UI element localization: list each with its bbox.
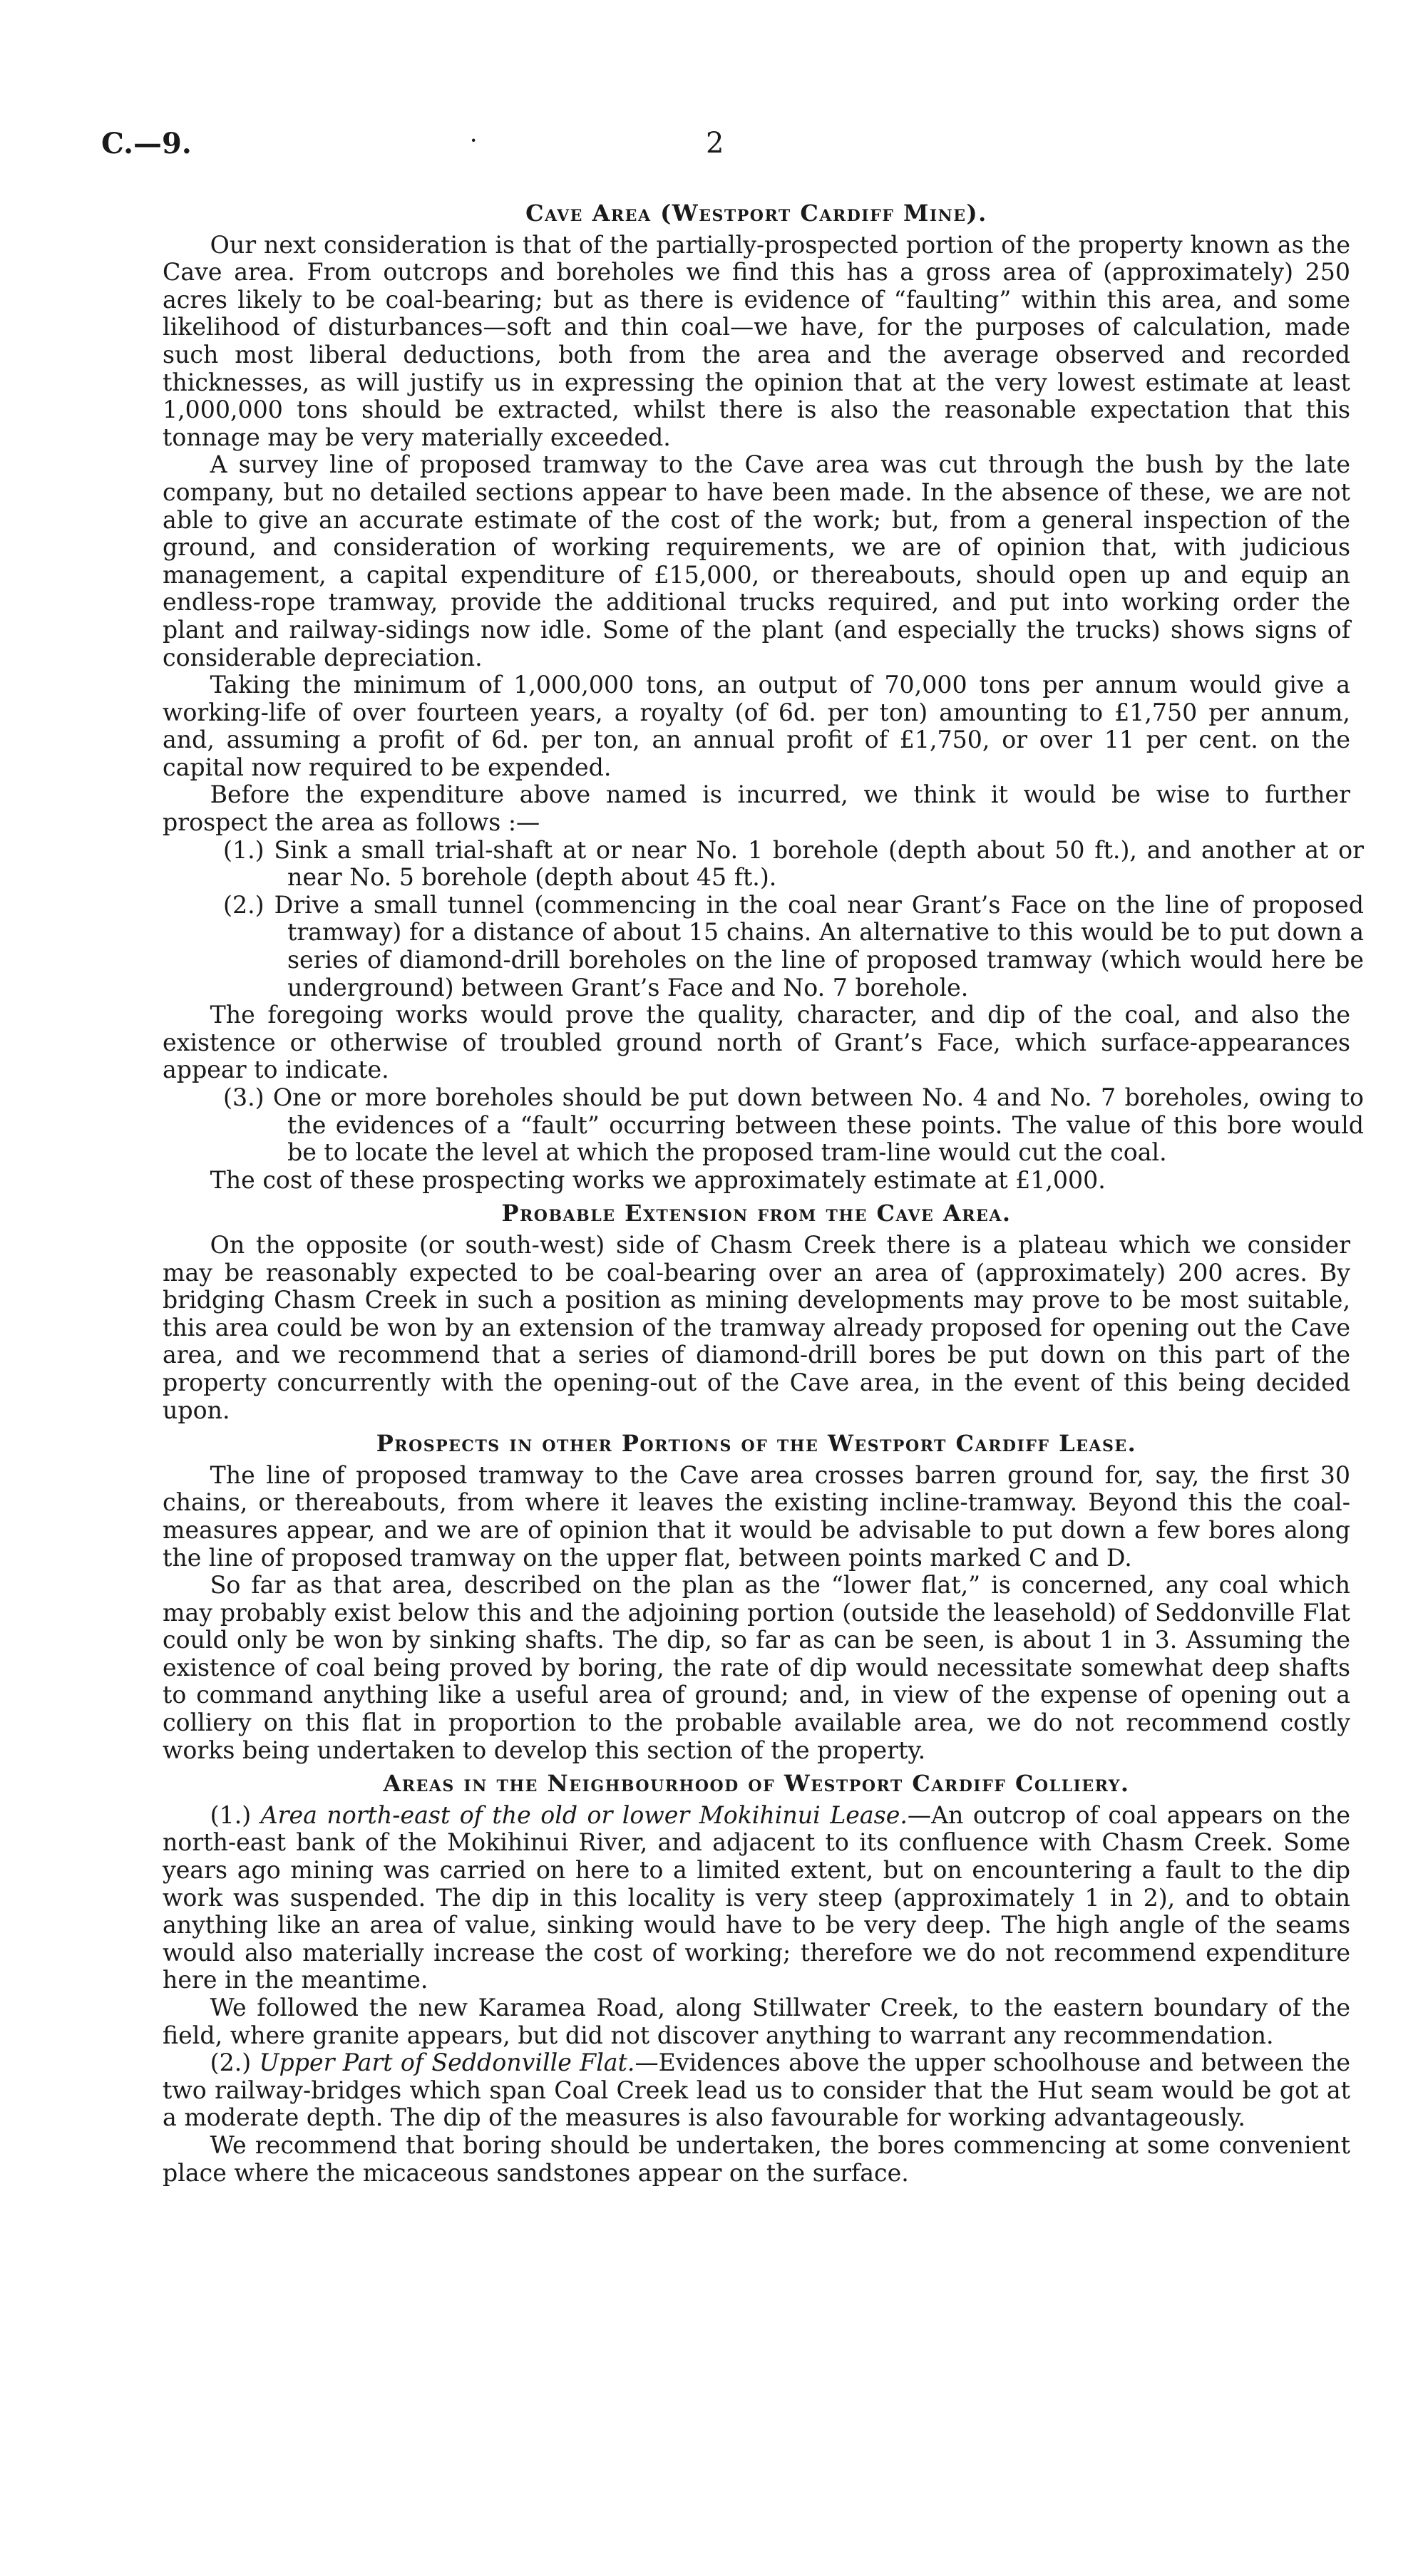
paragraph [163,2049,1350,2132]
item-body: —An outcrop of coal appears on the north-east bank of the Mokihinui River, and adjacent to its confluence with Chasm Creek. Some years ago mining was carried on here to a limited extent, but on encountering a fault to the dip work was suspended. The dip in this locality is very steep (approximately 1 in 2), and to obtain anything like an area of value, sinking would have to be very deep. The high angle of the seams would also materially increase the cost of working; therefore we do not recommend expenditure here in the meantime. [163,1800,1350,1994]
paragraph: The cost of these prospecting works we approximately estimate at £1,000. [210,1165,1106,1194]
paragraph: On the opposite (or south-west) side of Chasm Creek there is a plateau which we consider may be reasonably expected to be coal-bearing over an area of (approximately) 200 acres. By bridging Chasm Creek in such a position as mining developments may prove to be most suitable, this area could be won by an extension of the tramway already proposed for opening out the Cave area, and we recommend that a series of diamond-drill bores be put down on this part of the property concurrently with the opening-out of the Cave area, in the event of this being decided upon. [163,1230,1350,1424]
page-header [0,127,1423,170]
item-number: (1.) [210,1800,252,1829]
paragraph: Before the expenditure above named is incurred, we think it would be wise to further prospect the area as follows :— [163,780,1350,837]
paragraph: So far as that area, described on the plan as the “lower flat,” is concerned, any coal which may probably exist below this and the adjoining portion (outside the leasehold) of Seddonville Flat could only be won by sinking shafts. The dip, so far as can be seen, is about 1 in 3. Assuming the existence of coal being proved by boring, the rate of dip would necessitate somewhat deep shafts to command anything like a useful area of ground; and, in view of the expense of opening out a colliery on this flat in proportion to the probable available area, we do not recommend costly works being undertaken to develop this section of the property. [163,1571,1350,1764]
list-item: (2.) Drive a small tunnel (commencing in the coal near Grant’s Face on the line of proposed tramway) for a distance of about 15 chains. An alternative to this would be to put down a series of diamond-drill boreholes on the line of proposed tramway (which would here be underground) between Grant’s Face and No. 7 borehole. [223,890,1364,1001]
paragraph: Our next consideration is that of the partially-prospected portion of the property known as the Cave area. From outcrops and boreholes we find this has a gross area of (approximately) 250 acres likely to be coal-bearing; but as there is evidence of “faulting” within this area, and some likelihood of disturbances—soft and thin coal—we have, for the purposes of calculation, made such most liberal deductions, both from the area and the average observed and recorded thicknesses, as will justify us in expressing the opinion that at the very lowest estimate at least 1,000,000 tons should be extracted, whilst there is also the reasonable expectation that this tonnage may be very materially exceeded. [163,230,1350,451]
item-number: (2.) [210,2049,252,2077]
list-item: (1.) Sink a small trial-shaft at or near No. 1 borehole (depth about 50 ft.), and another at or near No. 5 borehole (depth about 45 ft.). [223,835,1364,892]
item-body: —Evidences above the upper schoolhouse and between the two railway-bridges which span Coal Creek lead us to consider that the Hut seam would be got at a moderate depth. The dip of the measures is also favourable for working advantageously. [163,2049,1350,2132]
paragraph: We recommend that boring should be undertaken, the bores commencing at some convenient place where the micaceous sandstones appear on the surface. [163,2131,1350,2187]
item-title: Upper Part of Seddonville Flat. [259,2049,635,2077]
section-heading-cave-area: Cave Area (Westport Cardiff Mine). [525,200,987,227]
list-item: (3.) One or more boreholes should be put down between No. 4 and No. 7 boreholes, owing to the evidences of a “fault” occurring between these points. The value of this bore would be to locate the level at which the proposed tram-line would cut the coal. [223,1083,1364,1167]
document-reference: C.—9. [101,127,192,160]
section-heading-neighbourhood: Areas in the Neighbourhood of Westport Cardiff Colliery. [383,1770,1130,1798]
item-title: Area north-east of the old or lower Mokihinui Lease. [260,1800,908,1829]
page-number: 2 [706,127,724,160]
paragraph: The line of proposed tramway to the Cave area crosses barren ground for, say, the first 30 chains, or thereabouts, from where it leaves the existing incline-tramway. Beyond this the coal-measures appear, and we are of opinion that it would be advisable to put down a few bores along the line of proposed tramway on the upper flat, between points marked C and D. [163,1460,1350,1572]
paragraph: We followed the new Karamea Road, along Stillwater Creek, to the eastern boundary of the field, where granite appears, but did not discover anything to warrant any recommendation. [163,1994,1350,2049]
paragraph: Taking the minimum of 1,000,000 tons, an output of 70,000 tons per annum would give a working-life of over fourteen years, a royalty (of 6d. per ton) amounting to £1,750 per annum, and, assuming a profit of 6d. per ton, an annual profit of £1,750, or over 11 per cent. on the capital now required to be expended. [163,671,1350,781]
header-dot: · [471,130,477,150]
section-heading-prospects: Prospects in other Portions of the Westport Cardiff Lease. [376,1430,1137,1458]
document-body [163,194,1364,2187]
paragraph: The foregoing works would prove the quality, character, and dip of the coal, and also the existence or otherwise of troubled ground north of Grant’s Face, which surface-appearances appear to indicate. [163,1001,1350,1084]
section-heading-extension: Probable Extension from the Cave Area. [501,1200,1012,1227]
paragraph [163,1802,1350,1994]
paragraph: A survey line of proposed tramway to the Cave area was cut through the bush by the late company, but no detailed sections appear to have been made. In the absence of these, we are not able to give an accurate estimate of the cost of the work; but, from a general inspection of the ground, and consideration of working requirements, we are of opinion that, with judicious management, a capital expenditure of £15,000, or thereabouts, should open up and equip an endless-rope tramway, provide the additional trucks required, and put into working order the plant and railway-sidings now idle. Some of the plant (and especially the trucks) shows signs of considerable depreciation. [163,450,1350,671]
